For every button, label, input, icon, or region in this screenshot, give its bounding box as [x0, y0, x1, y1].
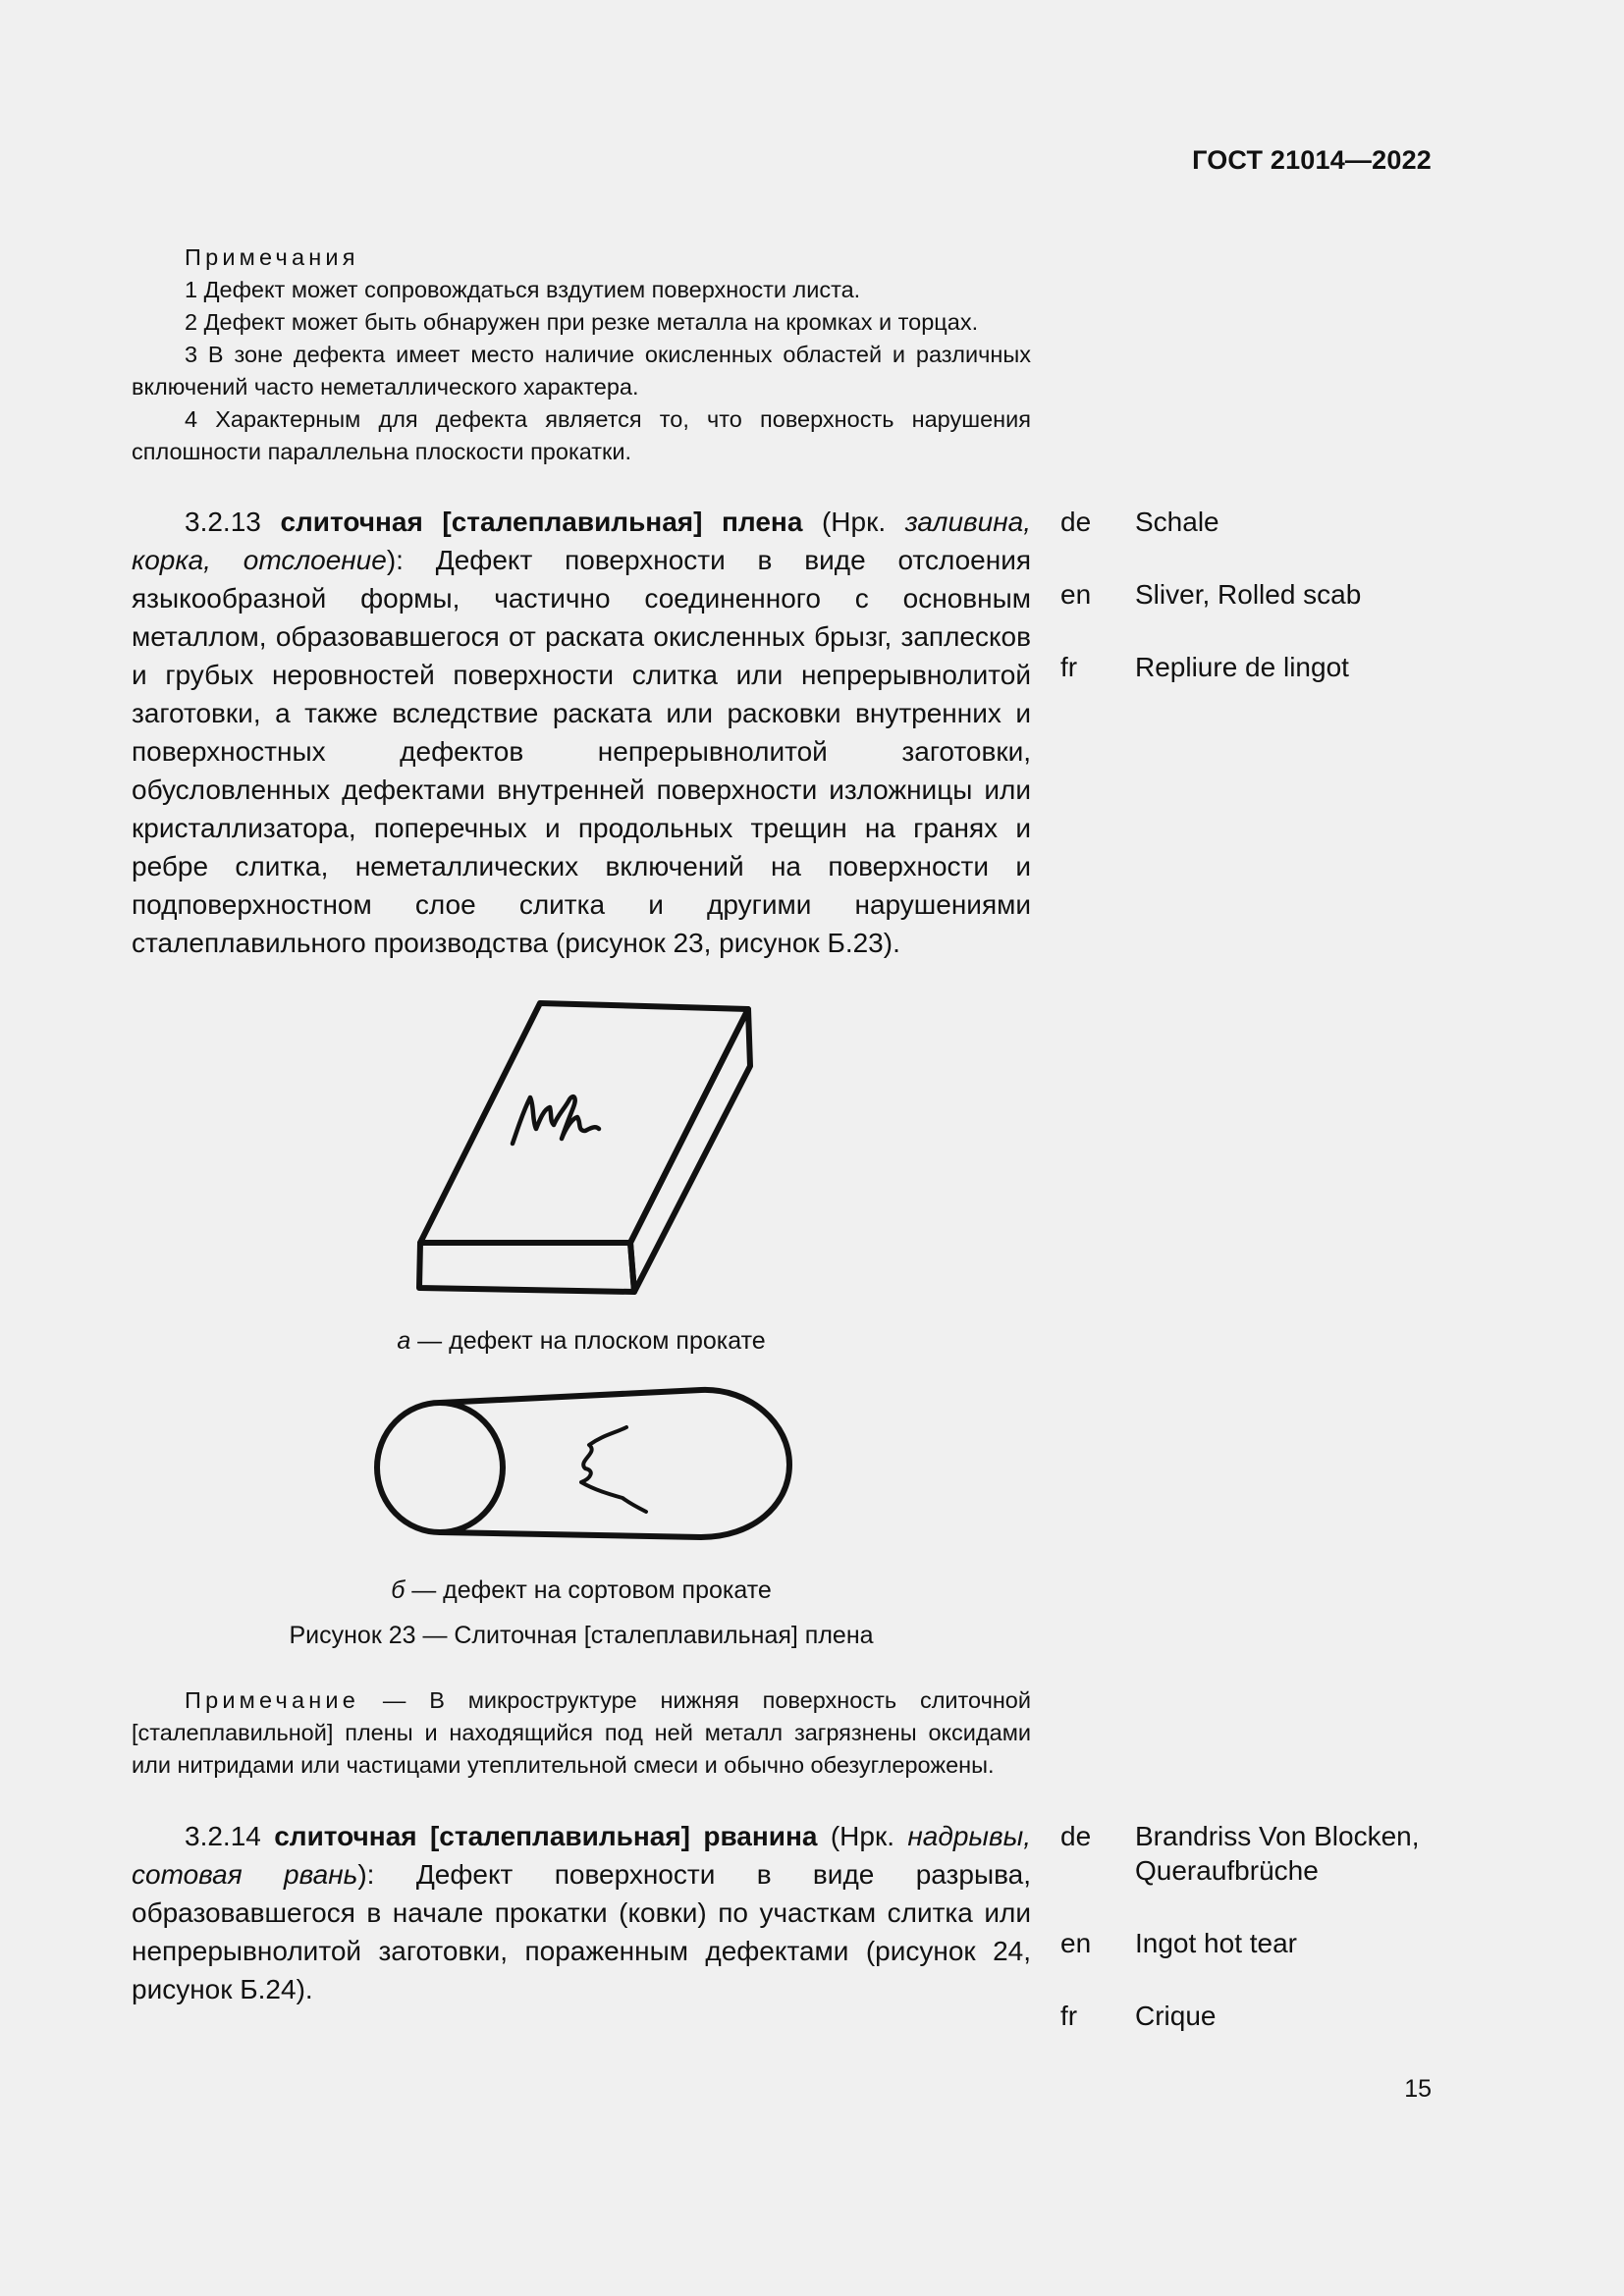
figure-caption-a — [132, 1327, 1031, 1356]
lang-code: de — [1060, 507, 1092, 537]
figure-flat-product-drawing — [403, 991, 766, 1306]
translations-3-2-13 — [1060, 505, 1473, 684]
note-label: Примечание — [185, 1687, 360, 1713]
term-definition: Дефект поверхности в виде отслоения языкообразной формы, частично соединенного с основным металлом, образовавшегося от раската окисленных брызг, заплесков и грубых неровностей поверхности слитка или непрерывнолитой заготовки, а также вследствие раската или расковки внутренних и поверхностных дефектов непрерывнолитой заготовки, обусловленных дефектами внутренней поверхности изложницы или кристаллизатора, поперечных и продольных трещин на гранях и ребре слитка, неметаллических включений на поверхности и подповерхностном слое слитка и другими нарушениями сталеплавильного производства (рисунок 23, рисунок Б.23). — [132, 545, 1032, 958]
term-number: 3.2.13 — [185, 507, 261, 537]
figure-caption-b — [132, 1576, 1031, 1605]
lang-code: en — [1060, 1928, 1092, 1958]
note-item: 3 В зоне дефекта имеет место наличие окисленных областей и различных включений часто неметаллического характера. — [132, 342, 1031, 400]
caption-text-b: — дефект на сортовом прокате — [405, 1576, 772, 1604]
figure-title: Рисунок 23 — Слиточная [сталеплавильная] плена — [289, 1622, 874, 1649]
caption-letter-a: а — [397, 1327, 411, 1355]
translation-text: Repliure de lingot — [1135, 652, 1349, 682]
figure-long-product-drawing — [369, 1384, 801, 1551]
note-item: 2 Дефект может быть обнаружен при резке металла на кромках и торцах. — [185, 309, 979, 335]
term-paragraph — [132, 503, 1031, 962]
translation-row — [1060, 1926, 1473, 1960]
note-item: 4 Характерным для дефекта является то, что поверхность нарушения сплошности параллельна плоскости прокатки. — [132, 406, 1031, 464]
translation-row — [1060, 1999, 1473, 2033]
nrk-terms: надрывы, сотовая рвань — [132, 1821, 1031, 1890]
note-text: — В микроструктуре нижняя поверхность слиточной [сталеплавильной] плены и находящийся под ней металл загрязнены оксидами или нитридами или частицами утеплительной смеси и обычно обезуглерожены. — [132, 1687, 1031, 1778]
nrk-prefix: (Нрк. — [830, 1821, 894, 1851]
translation-row — [1060, 650, 1473, 684]
nrk-terms: заливина, корка, отслоение — [132, 507, 1031, 575]
note-item: 1 Дефект может сопровождаться вздутием поверхности листа. — [185, 277, 861, 302]
lang-code: en — [1060, 579, 1092, 610]
translation-text: Ingot hot tear — [1135, 1928, 1298, 1958]
translation-text: Crique — [1135, 2001, 1217, 2031]
term-name: слиточная [сталеплавильная] плена — [280, 507, 803, 537]
lang-code: fr — [1060, 652, 1078, 682]
caption-text-a: — дефект на плоском прокате — [410, 1327, 766, 1355]
document-code: ГОСТ 21014—2022 — [1192, 145, 1432, 175]
translations-3-2-14 — [1060, 1819, 1473, 2033]
translation-row — [1060, 1819, 1473, 1888]
note-paragraph — [132, 1684, 1031, 1782]
translation-row — [1060, 577, 1473, 612]
term-3-2-14 — [132, 1817, 1031, 2008]
term-paragraph — [132, 1817, 1031, 2008]
term-number: 3.2.14 — [185, 1821, 261, 1851]
lang-code: fr — [1060, 2001, 1078, 2031]
notes-block — [132, 241, 1031, 468]
page-number: 15 — [1404, 2075, 1432, 2103]
translation-text: Brandriss Von Blocken, Queraufbrüche — [1135, 1821, 1420, 1886]
translation-text: Sliver, Rolled scab — [1135, 579, 1362, 610]
translation-text: Schale — [1135, 507, 1219, 537]
nrk-suffix: ): — [357, 1859, 375, 1890]
term-definition: Дефект поверхности в виде разрыва, образовавшегося в начале прокатки (ковки) по участкам слитка или непрерывнолитой заготовки, пораженным дефектами (рисунок 24, рисунок Б.24). — [132, 1859, 1031, 2004]
notes-title: Примечания — [185, 244, 359, 270]
term-name: слиточная [сталеплавильная] рванина — [274, 1821, 818, 1851]
nrk-prefix: (Нрк. — [821, 507, 887, 537]
nrk-suffix: ): — [386, 545, 404, 575]
caption-letter-b: б — [391, 1576, 406, 1604]
translation-row — [1060, 505, 1473, 539]
lang-code: de — [1060, 1821, 1092, 1851]
term-3-2-13 — [132, 503, 1031, 962]
note-block — [132, 1684, 1031, 1782]
